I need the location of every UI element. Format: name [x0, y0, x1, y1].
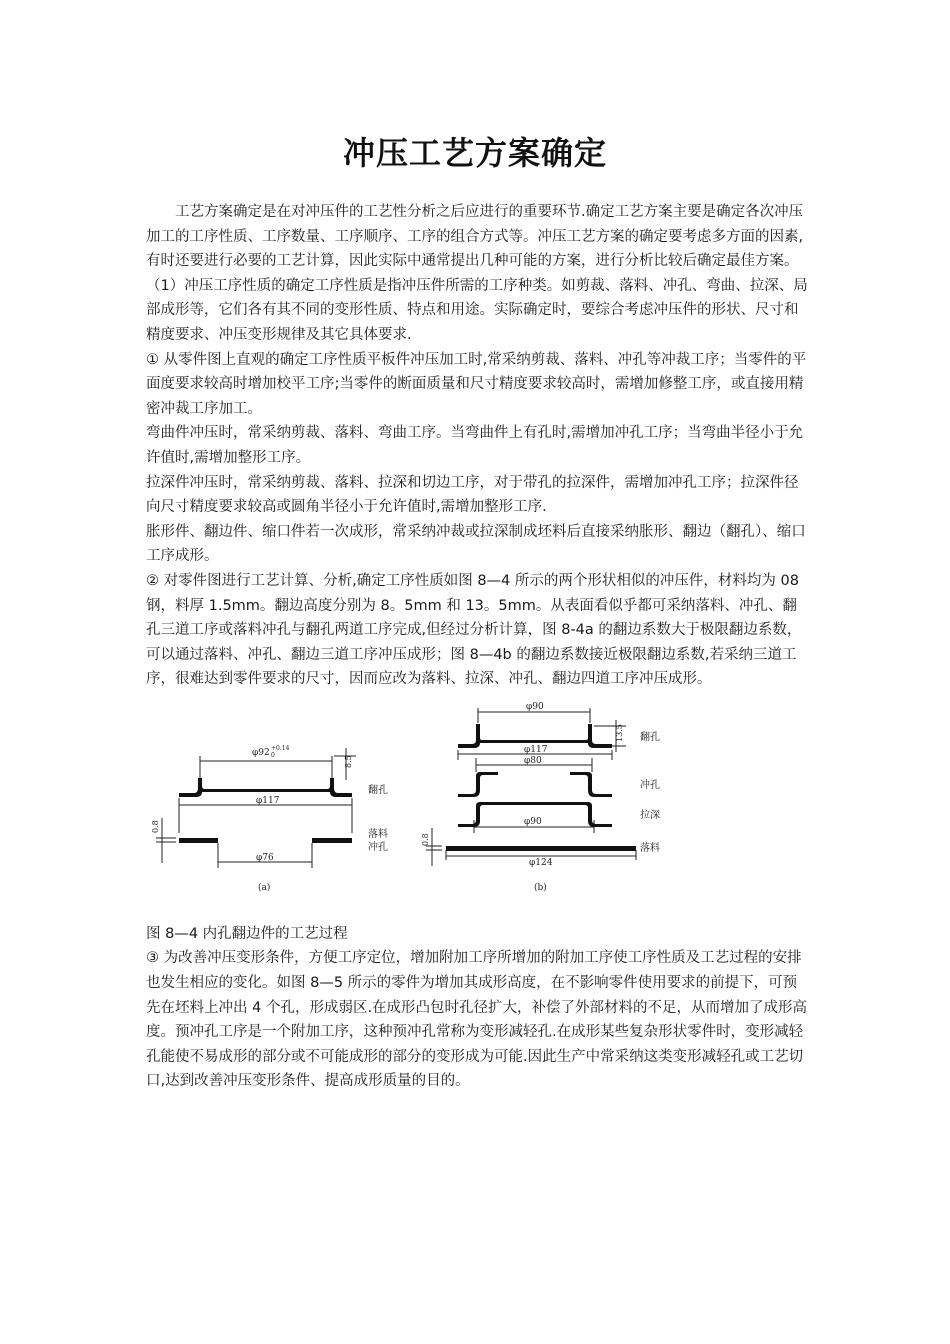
figure-a-dim-height: 8.5: [344, 755, 353, 768]
figure-b-dim-124: φ124: [529, 857, 553, 868]
document-body: [146, 200, 811, 1094]
figure-b-dim-90: φ90: [524, 816, 542, 827]
figure-a-dim-top: φ92: [252, 747, 270, 758]
paragraph-item-1: ① 从零件图上直观的确定工序性质平板件冲压加工时,常采纳剪裁、落料、冲孔等冲裁工序；当零件的平面度要求较高时增加校平工序;当零件的断面质量和尺寸精度要求较高时，需增加修整工序，或直接用精密冲裁工序加工。: [146, 351, 807, 417]
paragraph-section-1: （1）冲压工序性质的确定工序性质是指冲压件所需的工序种类。如剪裁、落料、冲孔、弯曲、拉深、局部成形等，它们各有其不同的变形性质、特点和用途。实际确定时，要综合考虑冲压件的形状、尺寸和精度要求、冲压变形规律及其它具体要求.: [146, 277, 808, 343]
figure-caption: 图 8—4 内孔翻边件的工艺过程: [146, 925, 348, 942]
figure-8-4: [146, 698, 811, 918]
paragraph-item-2: ② 对零件图进行工艺计算、分析,确定工序性质如图 8—4 所示的两个形状相似的冲压件，材料均为 08 钢，料厚 1.5mm。翻边高度分别为 8。5mm 和 13。5mm。从表面看似乎都可采纳落料、冲孔、翻孔三道工序或落料冲孔与翻孔两道工序完成,但经过分析计算，图 8-4a 的翻边系数大于极限翻边系数，可以通过落料、冲孔、翻边三道工序冲压成形；图 8—4b 的翻边系数接近极限翻边系数,若采纳三道工序，很难达到零件要求的尺寸，因而应改为落料、拉深、冲孔、翻边四道工序冲压成形。: [146, 572, 802, 688]
figure-a: [156, 748, 356, 868]
paragraph-drawing: 拉深件冲压时，常采纳剪裁、落料、拉深和切边工序，对于带孔的拉深件，需增加冲孔工序；拉深件径向尺寸精度要求较高或圆角半径小于允许值时,需增加整形工序.: [146, 474, 799, 516]
figure-b-dim-80: φ80: [524, 755, 542, 766]
figure-a-tol-lower: 0: [271, 751, 275, 759]
figure-b-dim-height: 13.5: [615, 724, 624, 742]
figure-b: [426, 708, 636, 866]
figure-b-dim-117: φ117: [524, 744, 548, 755]
figure-a-label-pierce: 冲孔: [368, 841, 388, 853]
figure-a-sublabel: (a): [258, 882, 271, 893]
paragraph-intro: 工艺方案确定是在对冲压件的工艺性分析之后应进行的重要环节.确定工艺方案主要是确定各次冲压加工的工序性质、工序数量、工序顺序、工序的组合方式等。冲压工艺方案的确定要考虑多方面的因素,有时还要进行必要的工艺计算，因此实际中通常提出几种可能的方案，进行分析比较后确定最佳方案。: [146, 204, 804, 270]
figure-b-label-flange: 翻孔: [640, 731, 660, 743]
figure-b-label-draw: 拉深: [640, 809, 660, 821]
paragraph-item-3: ③ 为改善冲压变形条件，方便工序定位，增加附加工序所增加的附加工序使工序性质及工艺过程的安排也发生相应的变化。如图 8—5 所示的零件为增加其成形高度，在不影响零件使用要求的前提下，可预先在坯料上冲出 4 个孔，形成弱区.在成形凸包时孔径扩大，补偿了外部材料的不足，从而增加了成形高度。预冲孔工序是一个附加工序，这种预冲孔常称为变形减轻孔.在成形某些复杂形状零件时，变形减轻孔能使不易成形的部分或不可能成形的部分的变形成为可能.因此生产中常采纳这类变形减轻孔或工艺切口,达到改善冲压变形条件、提高成形质量的目的。: [146, 950, 808, 1090]
figure-a-dim-mid: φ117: [256, 795, 280, 806]
paragraph-forming: 胀形件、翻边件、缩口件若一次成形，常采纳冲裁或拉深制成坯料后直接采纳胀形、翻边（翻孔）、缩口工序成形。: [146, 523, 806, 565]
figure-b-sublabel: (b): [534, 882, 547, 893]
figure-a-tol-upper: +0.14: [271, 744, 290, 752]
figure-b-thickness: 0.8: [421, 833, 430, 846]
page-title: 冲压工艺方案确定: [342, 134, 607, 172]
figure-a-flanged-part: [179, 778, 352, 797]
figure-b-blank: [446, 846, 636, 851]
paragraph-bending: 弯曲件冲压时，常采纳剪裁、落料、弯曲工序。当弯曲件上有孔时,需增加冲孔工序；当弯曲半径小于允许值时,需增加整形工序。: [146, 425, 804, 466]
figure-b-label-pierce: 冲孔: [640, 779, 660, 791]
figure-a-dim-bottom: φ76: [256, 852, 274, 863]
figure-a-label-flange: 翻孔: [368, 784, 388, 796]
figure-b-pierced-part: [458, 772, 612, 797]
figure-a-thickness: 0.8: [151, 820, 160, 833]
figure-b-label-blank: 落料: [640, 842, 660, 854]
figure-b-dim-top: φ90: [526, 701, 544, 712]
figure-a-label-blank: 落料: [368, 828, 388, 840]
